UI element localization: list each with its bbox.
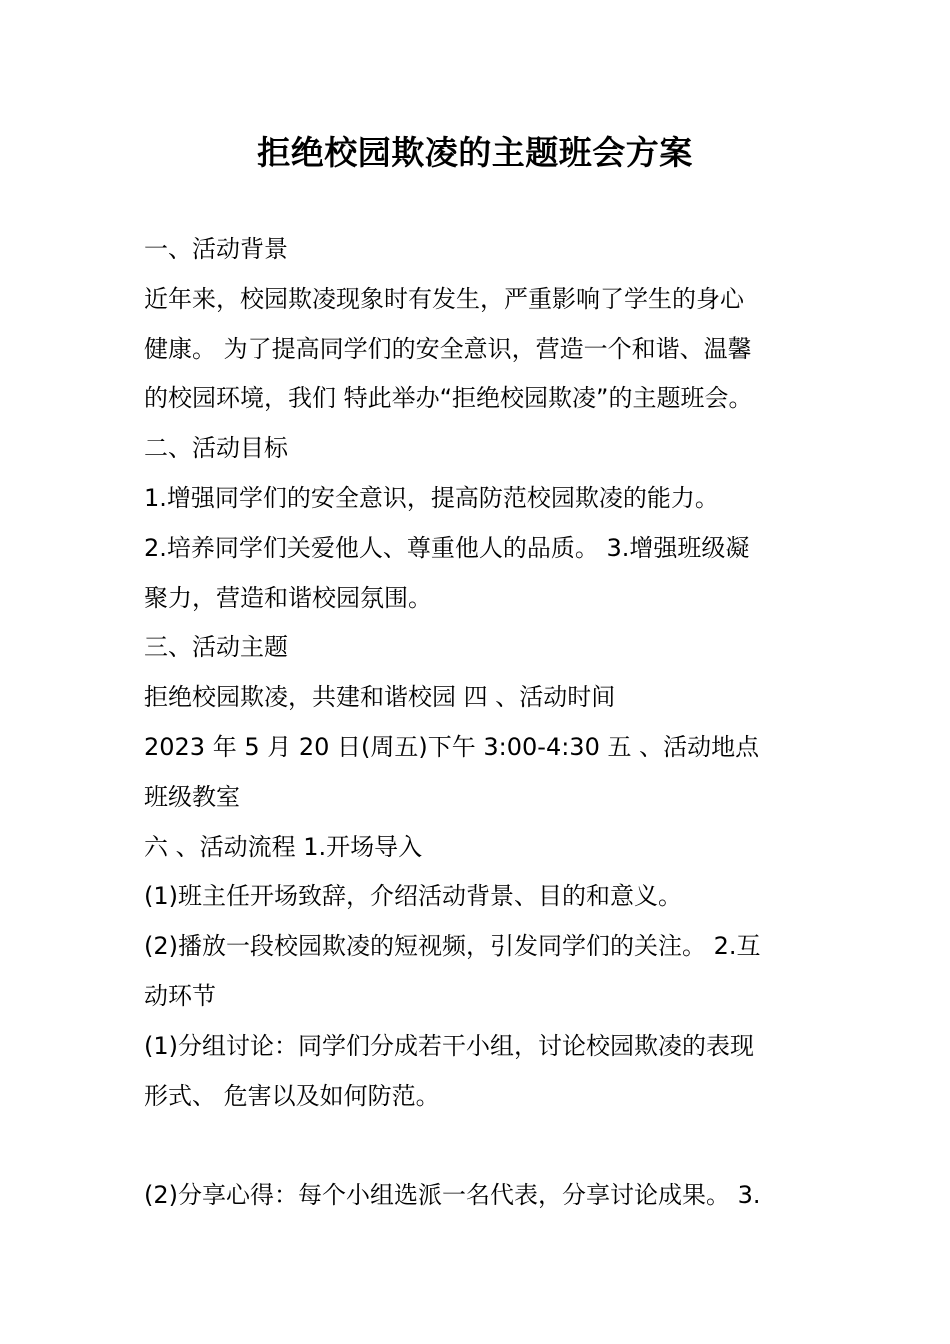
paragraph-line: 近年来，校园欺凌现象时有发生，严重影响了学生的身心 [144,284,744,313]
paragraph-line: 聚力，营造和谐校园氛围。 [144,583,432,612]
paragraph-line: 动环节 [144,981,216,1010]
paragraph-line: 的校园环境，我们 特此举办“拒绝校园欺凌”的主题班会。 [144,384,753,413]
section-heading-background: 一、活动背景 [144,235,288,263]
paragraph-line: 形式、 危害以及如何防范。 [144,1081,440,1110]
paragraph-line: 2023 年 5 月 20 日(周五)下午 3:00-4:30 五 、活动地点 [144,732,760,761]
paragraph-line: 拒绝校园欺凌，共建和谐校园 四 、活动时间 [144,683,616,712]
paragraph-line: (2)播放一段校园欺凌的短视频，引发同学们的关注。 2.互 [144,932,761,961]
paragraph-line: 班级教室 [144,782,240,811]
paragraph-line: 2.培养同学们关爱他人、尊重他人的品质。 3.增强班级凝 [144,533,750,562]
section-heading-process: 六 、活动流程 1.开场导入 [144,832,423,861]
section-heading-theme: 三、活动主题 [144,633,288,662]
paragraph-line: 1.增强同学们的安全意识，提高防范校园欺凌的能力。 [144,483,719,512]
paragraph-gap [144,1121,814,1171]
paragraph-line: (1)班主任开场致辞，介绍活动背景、目的和意义。 [144,882,682,911]
section-heading-goals: 二、活动目标 [144,434,288,463]
document-body [144,225,814,1221]
paragraph-line: (1)分组讨论：同学们分成若干小组，讨论校园欺凌的表现 [144,1031,754,1060]
document-title: 拒绝校园欺凌的主题班会方案 [257,133,693,172]
paragraph-line: 健康。 为了提高同学们的安全意识，营造一个和谐、温馨 [144,334,752,363]
paragraph-line: (2)分享心得：每个小组选派一名代表，分享讨论成果。 3. [144,1181,761,1210]
